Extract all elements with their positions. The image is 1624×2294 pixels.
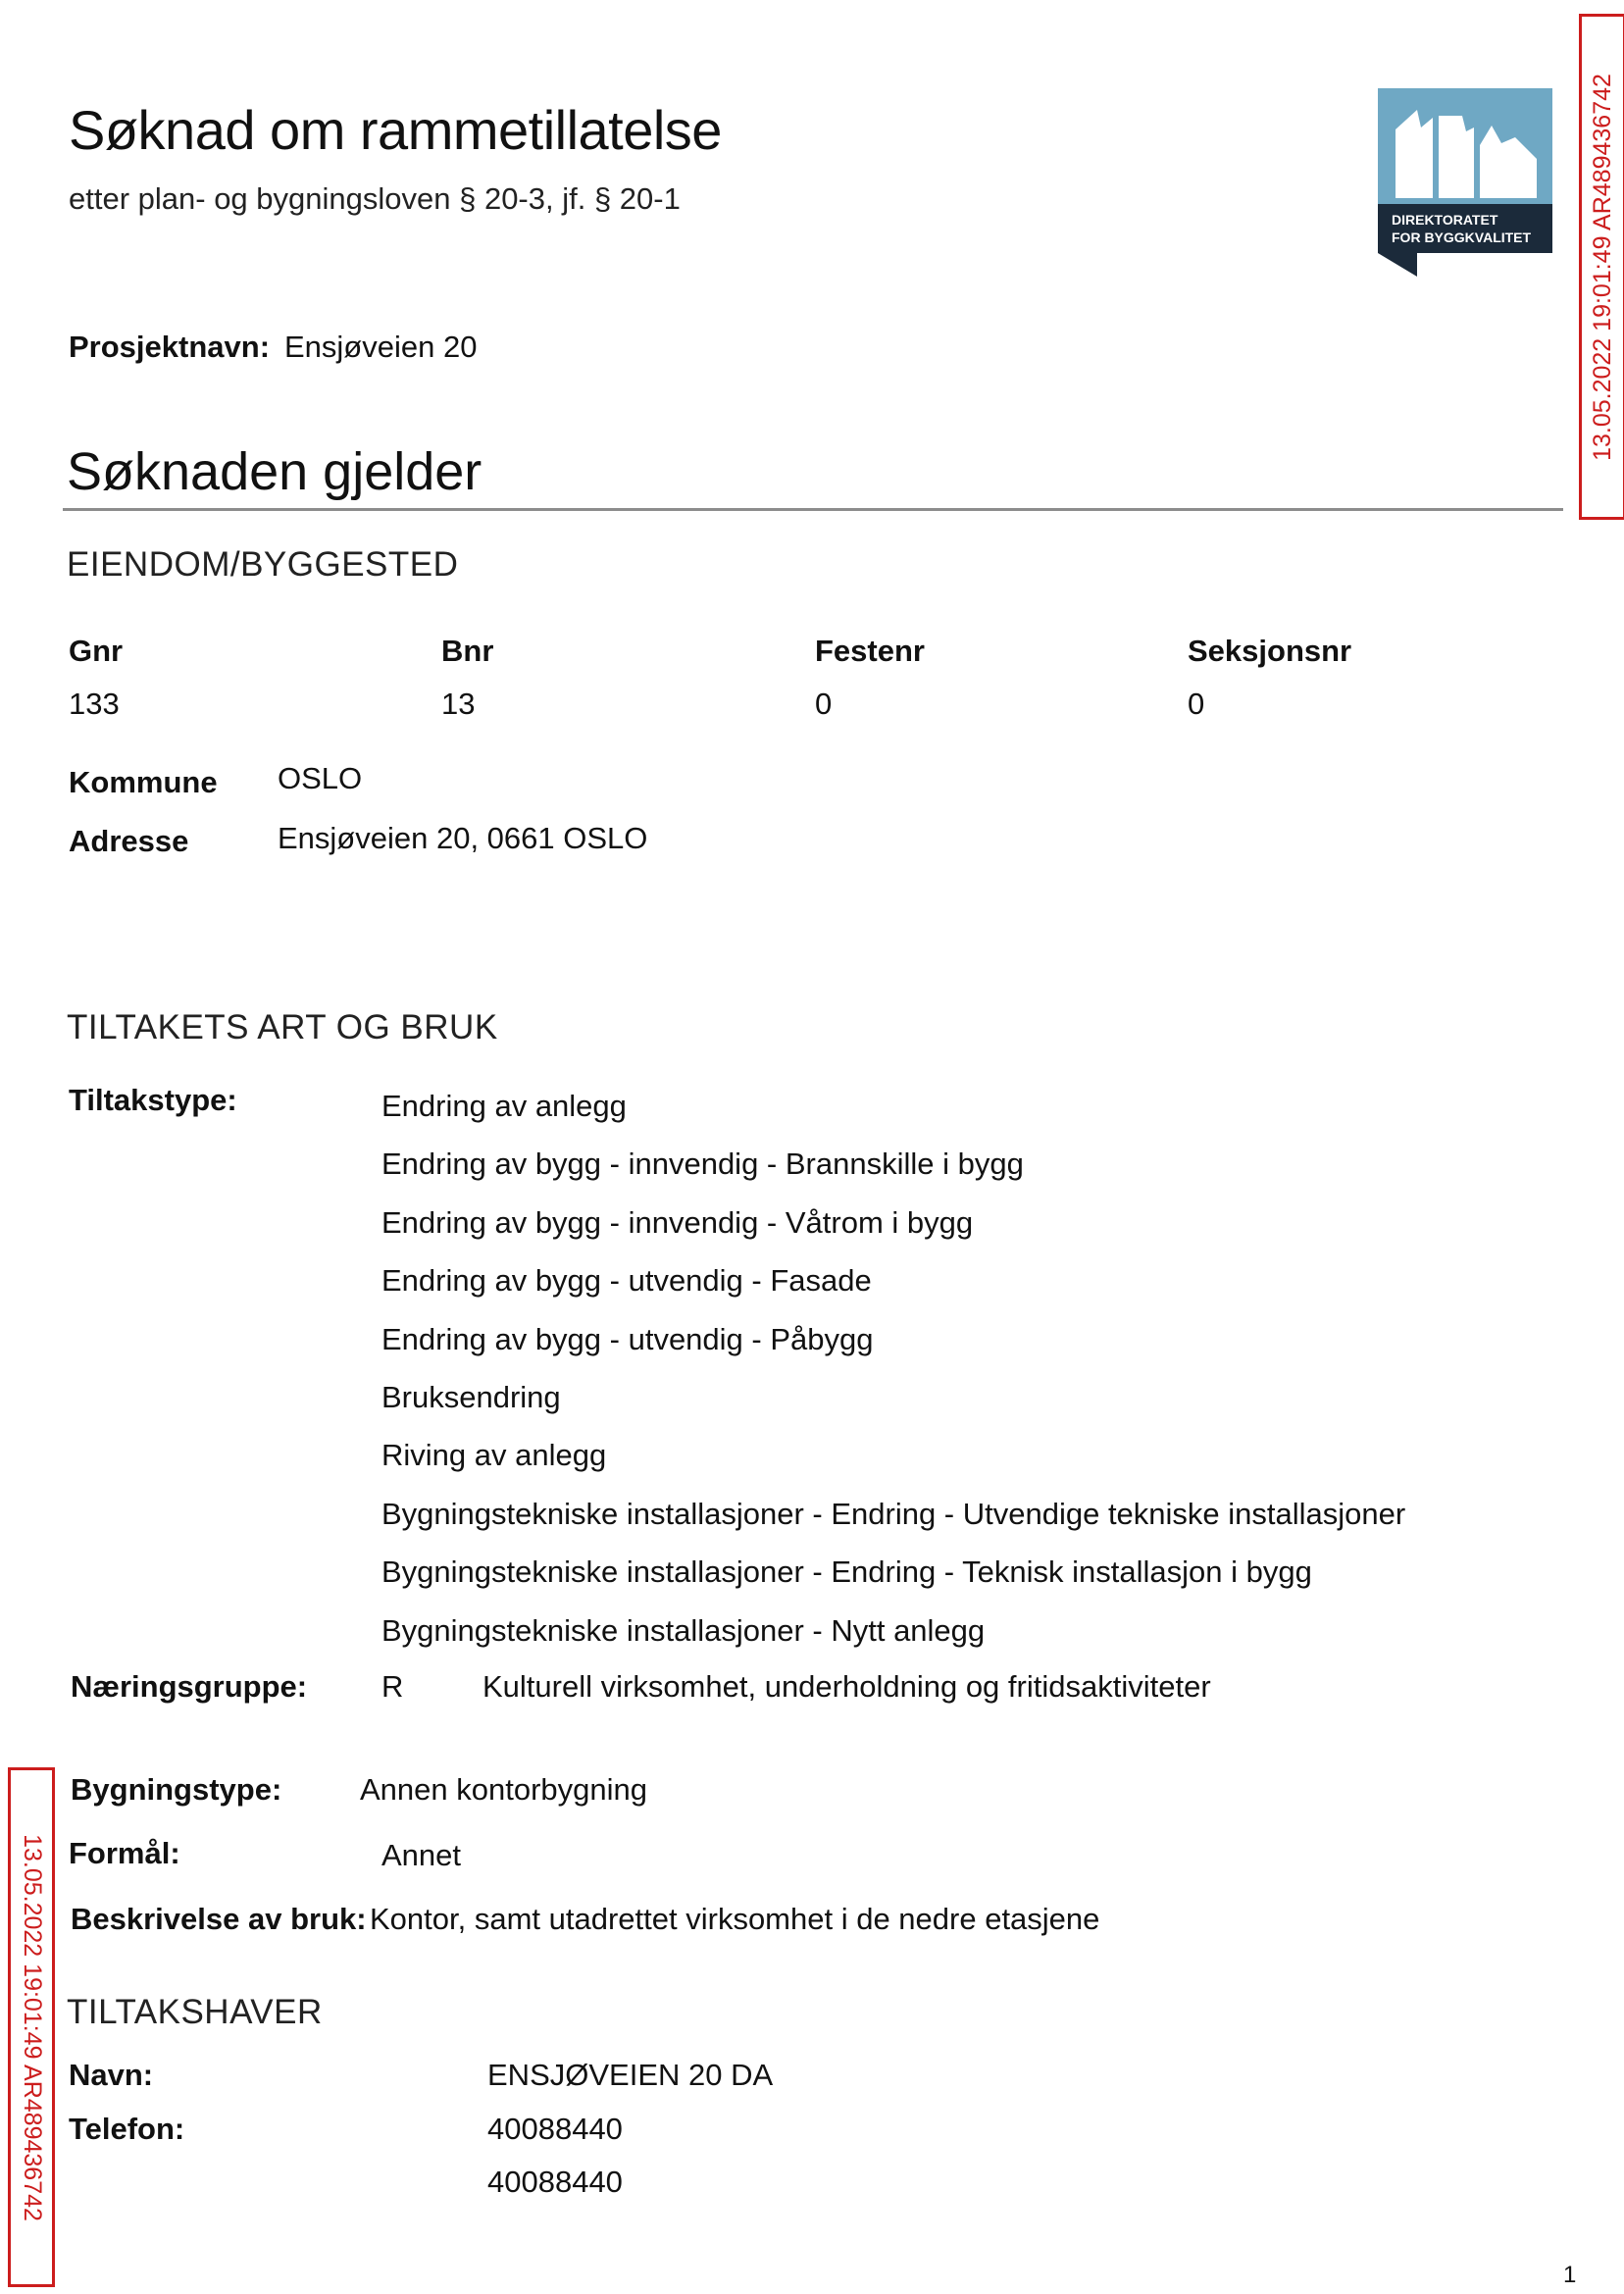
- bnr-label: Bnr: [441, 634, 494, 668]
- naeringsgruppe-label: Næringsgruppe:: [71, 1669, 308, 1704]
- bygningstype-value: Annen kontorbygning: [360, 1772, 648, 1807]
- tiltakstype-item: Endring av bygg - utvendig - Fasade: [381, 1263, 872, 1299]
- eiendom-heading: EIENDOM/BYGGESTED: [67, 545, 459, 584]
- tiltakstype-item: Bygningstekniske installasjoner - Endring - Utvendige tekniske installasjoner: [381, 1496, 1406, 1531]
- logo-line-2: FOR BYGGKVALITET: [1392, 229, 1532, 245]
- tiltakshaver-heading: TILTAKSHAVER: [67, 1993, 323, 2031]
- kommune-label: Kommune: [69, 765, 218, 799]
- stamp-text: 13.05.2022 19:01:49 AR489436742: [18, 1833, 46, 2221]
- adresse-label: Adresse: [69, 824, 189, 858]
- festenr-value: 0: [815, 687, 833, 721]
- tiltakstype-item: Bygningstekniske installasjoner - Nytt anlegg: [381, 1612, 986, 1648]
- tiltakstype-item: Endring av bygg - innvendig - Våtrom i bygg: [381, 1204, 974, 1240]
- tiltakstype-list: [381, 1077, 1405, 1659]
- tiltak-heading: TILTAKETS ART OG BRUK: [67, 1008, 498, 1046]
- logo-line-1: DIREKTORATET: [1392, 212, 1498, 228]
- tiltakstype-item: Riving av anlegg: [381, 1438, 607, 1473]
- beskrivelse-value: Kontor, samt utadrettet virksomhet i de nedre etasjene: [370, 1902, 1100, 1936]
- page-number: 1: [1563, 2262, 1577, 2288]
- telefon-label: Telefon:: [69, 2112, 185, 2146]
- bnr-value: 13: [441, 687, 476, 721]
- dibk-logo-graphic: [1378, 88, 1552, 277]
- project-label: Prosjektnavn:: [69, 330, 271, 364]
- tiltakstype-item: Endring av bygg - utvendig - Påbygg: [381, 1321, 874, 1356]
- seksjonsnr-label: Seksjonsnr: [1188, 634, 1352, 668]
- stamp-text: 13.05.2022 19:01:49 AR489436742: [1588, 73, 1616, 461]
- gnr-value: 133: [69, 687, 120, 721]
- section-divider: [63, 508, 1563, 511]
- naeringsgruppe-text: Kulturell virksomhet, underholdning og fritidsaktiviteter: [482, 1669, 1211, 1704]
- dibk-logo: [1378, 88, 1552, 277]
- telefon-value: 40088440: [487, 2165, 623, 2199]
- seksjonsnr-value: 0: [1188, 687, 1205, 721]
- tiltakstype-item: Endring av bygg - innvendig - Brannskille i bygg: [381, 1147, 1024, 1182]
- tiltakstype-item: Endring av anlegg: [381, 1089, 627, 1123]
- document-title: Søknad om rammetillatelse: [69, 99, 722, 161]
- beskrivelse-label: Beskrivelse av bruk:: [71, 1902, 367, 1936]
- timestamp-stamp-right: [1579, 14, 1624, 520]
- naeringsgruppe-code: R: [381, 1669, 404, 1704]
- formal-label: Formål:: [69, 1836, 180, 1870]
- tiltakstype-item: Bygningstekniske installasjoner - Endring - Teknisk installasjon i bygg: [381, 1555, 1312, 1590]
- bygningstype-label: Bygningstype:: [71, 1772, 282, 1807]
- formal-value: Annet: [381, 1838, 462, 1872]
- gnr-label: Gnr: [69, 634, 124, 668]
- tiltakstype-label: Tiltakstype:: [69, 1083, 237, 1117]
- project-value: Ensjøveien 20: [284, 330, 478, 364]
- kommune-value: OSLO: [278, 761, 363, 795]
- tiltakstype-item: Bruksendring: [381, 1379, 561, 1414]
- festenr-label: Festenr: [815, 634, 925, 668]
- telefon-value: 40088440: [487, 2112, 623, 2146]
- navn-label: Navn:: [69, 2058, 154, 2092]
- adresse-value: Ensjøveien 20, 0661 OSLO: [278, 821, 648, 855]
- section-heading: Søknaden gjelder: [67, 442, 482, 501]
- navn-value: ENSJØVEIEN 20 DA: [487, 2058, 774, 2092]
- document-subtitle: etter plan- og bygningsloven § 20-3, jf. § 20-1: [69, 181, 681, 216]
- timestamp-stamp-left: [8, 1767, 55, 2287]
